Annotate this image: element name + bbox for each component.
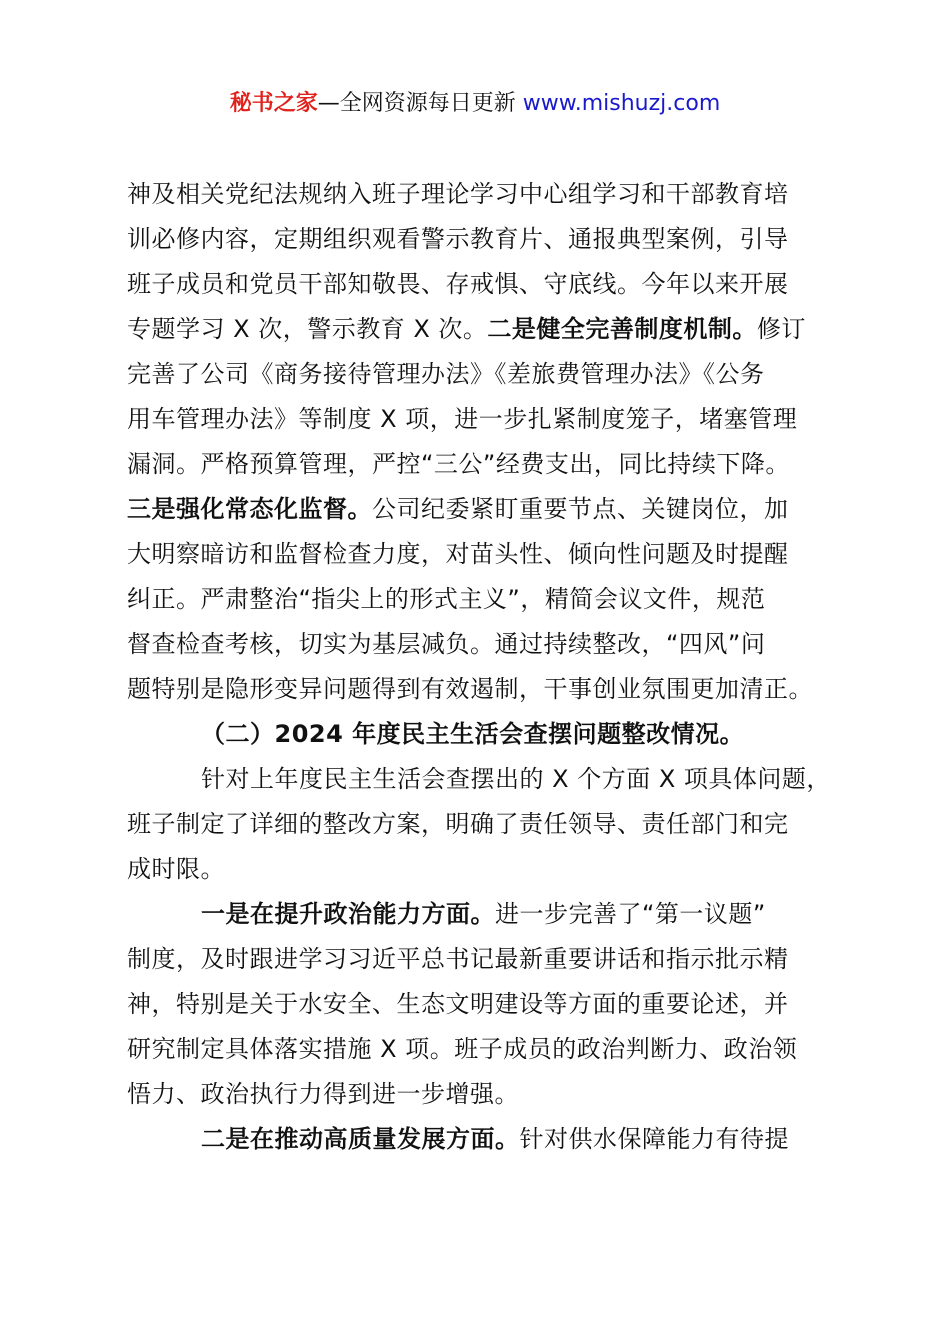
text-segment: 漏洞。严格预算管理，严控“三公”经费支出，同比持续下降。 [127, 450, 790, 478]
text-line [127, 1027, 842, 1072]
text-line [127, 1117, 842, 1162]
text-segment: 修订 [756, 315, 806, 343]
text-line [127, 217, 842, 262]
text-segment: 完善了公司《商务接待管理办法》《差旅费管理办法》《公务 [127, 360, 765, 388]
text-line [127, 802, 842, 847]
text-segment: 专题学习 X 次，警示教育 X 次。 [127, 315, 488, 343]
text-segment: 针对上年度民主生活会查摆出的 X 个方面 X 项具体问题， [201, 765, 831, 793]
bold-text-segment: （二）2024 年度民主生活会查摆问题整改情况。 [201, 720, 745, 748]
text-segment: 成时限。 [127, 855, 225, 883]
text-line [127, 1072, 842, 1117]
page-header [0, 88, 950, 120]
text-line [127, 847, 842, 892]
text-segment: 大明察暗访和监督检查力度，对苗头性、倾向性问题及时提醒 [127, 540, 789, 568]
header-brand: 秘书之家 [229, 91, 318, 116]
text-segment: 研究制定具体落实措施 X 项。班子成员的政治判断力、政治领 [127, 1035, 798, 1063]
document-body [127, 172, 842, 1162]
text-segment: 神及相关党纪法规纳入班子理论学习中心组学习和干部教育培 [127, 180, 789, 208]
text-segment: 督查检查考核，切实为基层减负。通过持续整改，“四风”问 [127, 630, 766, 658]
text-segment: 制度，及时跟进学习习近平总书记最新重要讲话和指示批示精 [127, 945, 789, 973]
header-tagline: —全网资源每日更新 [317, 91, 523, 116]
text-segment: 公司纪委紧盯重要节点、关键岗位，加 [372, 495, 789, 523]
text-line [127, 442, 842, 487]
bold-text-segment: 三是强化常态化监督。 [127, 495, 372, 523]
text-line [127, 352, 842, 397]
text-line [127, 982, 842, 1027]
text-line [127, 577, 842, 622]
text-segment: 班子制定了详细的整改方案，明确了责任领导、责任部门和完 [127, 810, 789, 838]
text-segment: 班子成员和党员干部知敬畏、存戒惧、守底线。今年以来开展 [127, 270, 789, 298]
text-segment: 题特别是隐形变异问题得到有效遏制，干事创业氛围更加清正。 [127, 675, 813, 703]
text-line [127, 712, 842, 757]
text-line [127, 397, 842, 442]
text-segment: 进一步完善了“第一议题” [495, 900, 766, 928]
text-line [127, 487, 842, 532]
text-segment: 训必修内容，定期组织观看警示教育片、通报典型案例，引导 [127, 225, 789, 253]
text-line [127, 262, 842, 307]
bold-text-segment: 一是在提升政治能力方面。 [201, 900, 495, 928]
text-line [127, 622, 842, 667]
text-segment: 针对供水保障能力有待提 [519, 1125, 789, 1153]
text-line [127, 757, 842, 802]
text-line [127, 307, 842, 352]
text-line [127, 172, 842, 217]
bold-text-segment: 二是在推动高质量发展方面。 [201, 1125, 520, 1153]
text-line [127, 937, 842, 982]
text-segment: 悟力、政治执行力得到进一步增强。 [127, 1080, 519, 1108]
text-line [127, 667, 842, 712]
text-segment: 用车管理办法》等制度 X 项，进一步扎紧制度笼子，堵塞管理 [127, 405, 798, 433]
text-segment: 神，特别是关于水安全、生态文明建设等方面的重要论述，并 [127, 990, 789, 1018]
bold-text-segment: 二是健全完善制度机制。 [487, 315, 757, 343]
header-site-link[interactable]: www.mishuzj.com [522, 91, 721, 116]
text-line [127, 892, 842, 937]
text-line [127, 532, 842, 577]
text-segment: 纠正。严肃整治“指尖上的形式主义”，精简会议文件，规范 [127, 585, 766, 613]
